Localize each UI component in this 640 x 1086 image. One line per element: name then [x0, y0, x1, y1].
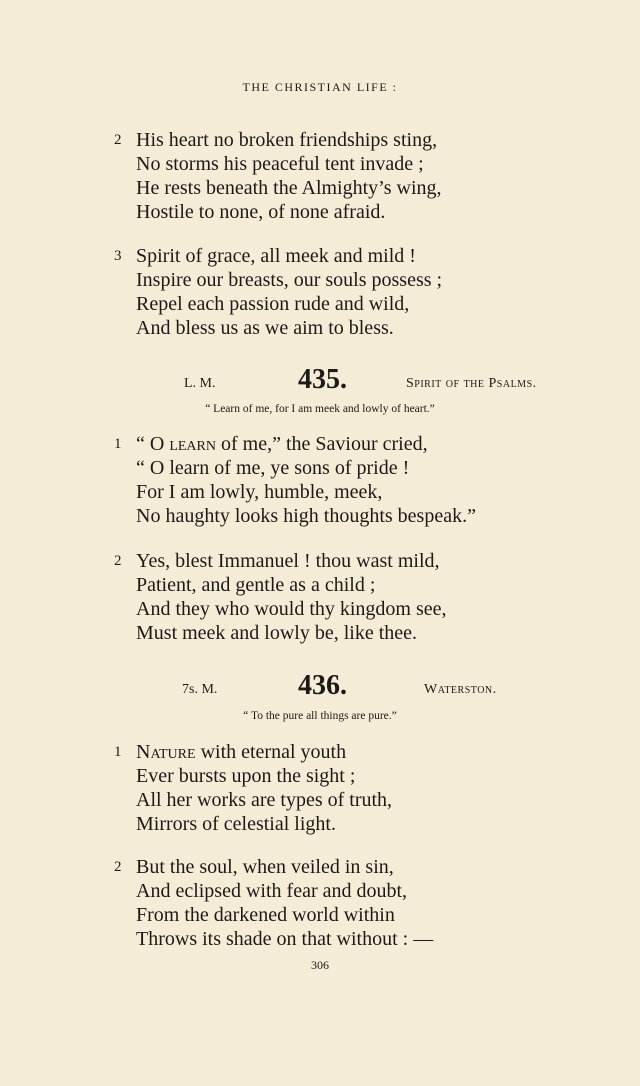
stanza-2-top [114, 128, 442, 224]
stanza-line: From the darkened world within [136, 904, 395, 926]
stanza-line: No haughty looks high thoughts bespeak.” [136, 505, 476, 527]
stanza-3-top [114, 244, 442, 340]
stanza-number: 1 [114, 744, 122, 760]
stanza-line: No storms his peaceful tent invade ; [136, 153, 424, 175]
stanza-line: For I am lowly, humble, meek, [136, 481, 383, 503]
stanza-number: 1 [114, 436, 122, 452]
stanza-line: “ O learn of me, ye sons of pride ! [136, 457, 410, 479]
stanza-line: He rests beneath the Almighty’s wing, [136, 177, 442, 199]
stanza-line-first [136, 740, 392, 764]
running-head: THE CHRISTIAN LIFE : [242, 80, 398, 94]
stanza-line: All her works are types of truth, [136, 789, 393, 811]
stanza-line: His heart no broken friendships sting, [136, 129, 438, 151]
hymn-meter: 7s. M. [182, 682, 218, 697]
hymn-435-header [0, 364, 640, 398]
open-quote: “ O [136, 433, 170, 455]
small-caps-word: learn [169, 433, 216, 455]
stanza-line: And bless us as we aim to bless. [136, 317, 394, 339]
line-rest: of me,” the Saviour cried, [216, 433, 428, 455]
stanza-line: Repel each passion rude and wild, [136, 293, 410, 315]
hymn-number: 436. [298, 670, 347, 701]
hymn-435-stanza-1 [114, 432, 476, 528]
stanza-number: 2 [114, 553, 122, 569]
stanza-number: 2 [114, 859, 122, 875]
hymn-tune: Spirit of the Psalms. [406, 376, 537, 391]
stanza-line: And they who would thy kingdom see, [136, 598, 447, 620]
stanza-number: 3 [114, 248, 122, 264]
stanza-line: But the soul, when veiled in sin, [136, 856, 394, 878]
hymn-436-stanza-2 [114, 855, 433, 951]
hymn-tune: Waterston. [424, 682, 497, 697]
stanza-line: Inspire our breasts, our souls possess ; [136, 269, 443, 291]
hymn-435-epigraph: “ Learn of me, for I am meek and lowly of heart.” [205, 403, 435, 415]
stanza-line-first [136, 432, 476, 456]
small-caps-word: Nature [136, 741, 196, 763]
hymn-436-header [0, 670, 640, 704]
stanza-line: And eclipsed with fear and doubt, [136, 880, 408, 902]
line-rest: with eternal youth [195, 741, 347, 763]
stanza-line: Hostile to none, of none afraid. [136, 201, 386, 223]
stanza-line: Patient, and gentle as a child ; [136, 574, 376, 596]
hymn-435-stanza-2 [114, 549, 447, 645]
stanza-line: Must meek and lowly be, like thee. [136, 622, 418, 644]
hymn-meter: L. M. [184, 376, 216, 391]
stanza-number: 2 [114, 132, 122, 148]
stanza-line: Spirit of grace, all meek and mild ! [136, 245, 416, 267]
hymn-number: 435. [298, 364, 347, 395]
hymn-436-epigraph: “ To the pure all things are pure.” [243, 710, 397, 722]
stanza-line: Ever bursts upon the sight ; [136, 765, 356, 787]
hymn-436-stanza-1 [114, 740, 392, 836]
stanza-line: Throws its shade on that without : — [136, 928, 434, 950]
page-number: 306 [311, 958, 329, 972]
stanza-line: Yes, blest Immanuel ! thou wast mild, [136, 550, 440, 572]
stanza-line: Mirrors of celestial light. [136, 813, 336, 835]
